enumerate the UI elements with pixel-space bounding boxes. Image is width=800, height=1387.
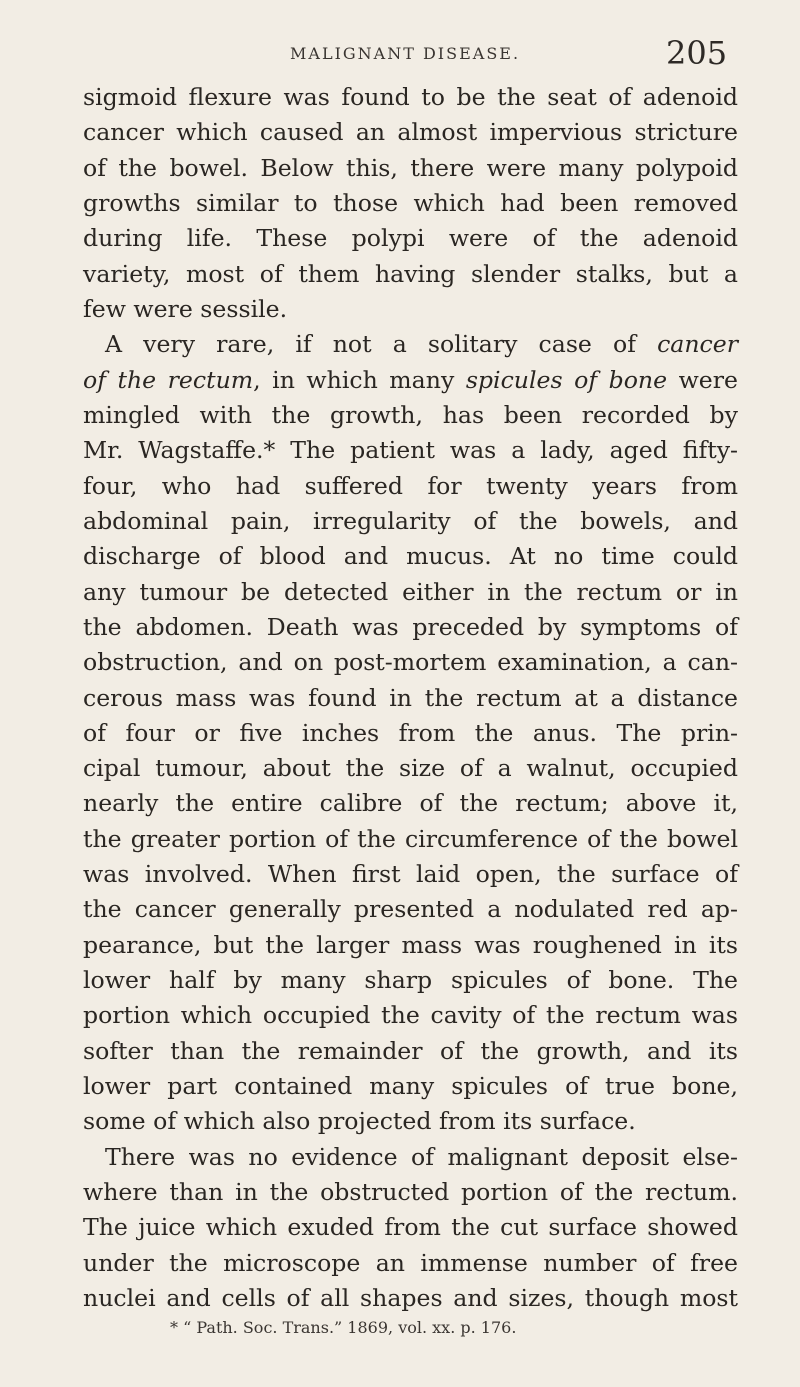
text-line: Mr. Wagstaffe.* The patient was a lady, aged fifty- xyxy=(83,436,738,464)
page-number: 205 xyxy=(666,34,728,72)
text-line: few were sessile. xyxy=(83,295,288,323)
text-line: any tumour be detected either in the rectum or in xyxy=(83,578,738,606)
text-line: discharge of blood and mucus. At no time could xyxy=(83,542,738,570)
text-line: lower part contained many spicules of true bone, xyxy=(83,1072,738,1100)
text-line: cipal tumour, about the size of a walnut, occupied xyxy=(83,754,738,782)
text-line: nearly the entire calibre of the rectum; above it, xyxy=(83,789,738,817)
running-head: MALIGNANT DISEASE. xyxy=(290,44,521,63)
text-line: pearance, but the larger mass was roughened in its xyxy=(83,931,738,959)
text-line: four, who had suffered for twenty years from xyxy=(83,472,738,500)
text-line: of four or five inches from the anus. The prin- xyxy=(83,719,738,747)
text-line: the cancer generally presented a nodulated red ap- xyxy=(83,895,738,923)
text-line: portion which occupied the cavity of the rectum was xyxy=(83,1001,738,1029)
text-line: softer than the remainder of the growth, and its xyxy=(83,1037,738,1065)
text-line: variety, most of them having slender stalks, but a xyxy=(83,260,738,288)
text-line: abdominal pain, irregularity of the bowels, and xyxy=(83,507,738,535)
text-line: during life. These polypi were of the adenoid xyxy=(83,224,738,252)
text-line: sigmoid flexure was found to be the seat of adenoid xyxy=(83,83,738,111)
text-line: under the microscope an immense number of free xyxy=(83,1249,738,1277)
text-line: growths similar to those which had been removed xyxy=(83,189,738,217)
footnote: * “ Path. Soc. Trans.” 1869, vol. xx. p. 176. xyxy=(170,1318,517,1337)
text-line: There was no evidence of malignant deposit else- xyxy=(105,1143,738,1171)
text-line: obstruction, and on post-mortem examination, a can- xyxy=(83,648,738,676)
text-line: mingled with the growth, has been recorded by xyxy=(83,401,738,429)
text-line: of the rectum, in which many spicules of bone were xyxy=(83,366,738,394)
text-line: cerous mass was found in the rectum at a distance xyxy=(83,684,738,712)
text-line: the greater portion of the circumference of the bowel xyxy=(83,825,738,853)
text-line: of the bowel. Below this, there were many polypoid xyxy=(83,154,738,182)
text-line: A very rare, if not a solitary case of cancer xyxy=(105,330,738,358)
text-line: cancer which caused an almost impervious stricture xyxy=(83,118,738,146)
text-line: the abdomen. Death was preceded by symptoms of xyxy=(83,613,738,641)
text-line: was involved. When first laid open, the surface of xyxy=(83,860,738,888)
text-line: lower half by many sharp spicules of bone. The xyxy=(83,966,738,994)
text-line: some of which also projected from its surface. xyxy=(83,1107,636,1135)
text-line: nuclei and cells of all shapes and sizes, though most xyxy=(83,1284,738,1312)
text-line: where than in the obstructed portion of the rectum. xyxy=(83,1178,738,1206)
text-line: The juice which exuded from the cut surface showed xyxy=(83,1213,738,1241)
